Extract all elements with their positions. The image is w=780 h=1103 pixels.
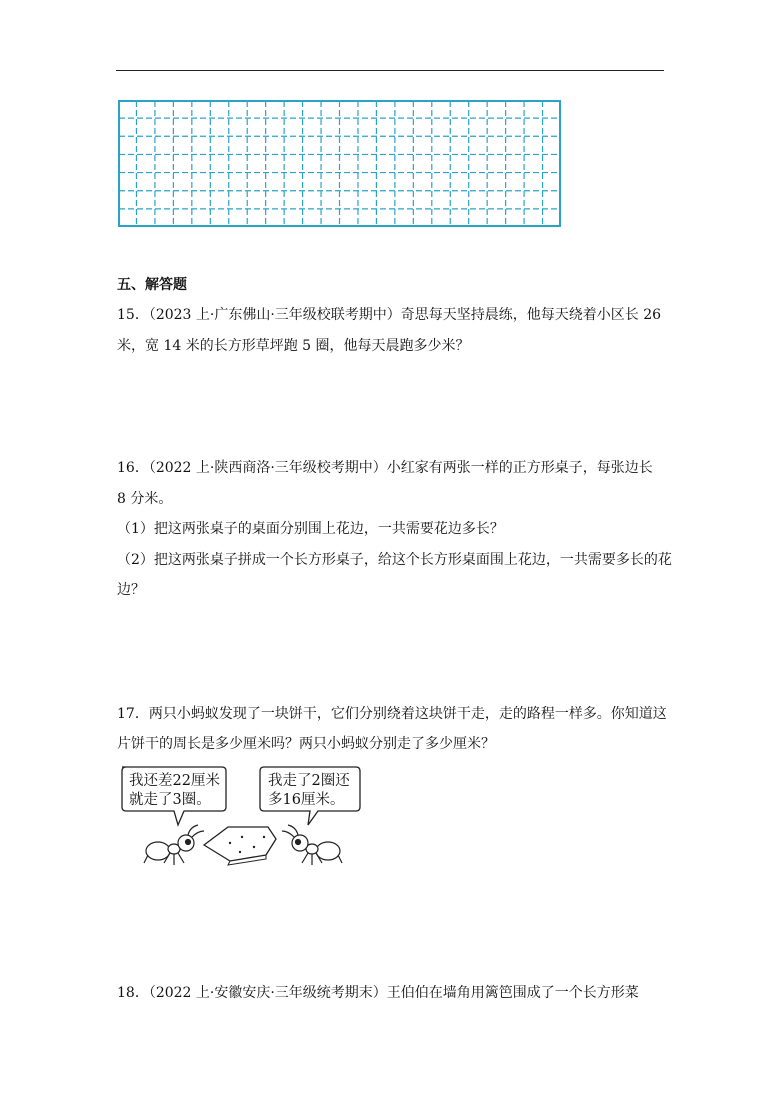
right-ant-icon — [282, 825, 342, 865]
q15-line1: 15．（2023 上·广东佛山·三年级校联考期中）奇思每天坚持晨练，他每天绕着小区长 26 — [117, 307, 662, 323]
q16-sub1: （1）把这两张桌子的桌面分别围上花边，一共需要花边多长？ — [117, 521, 504, 537]
q15-line2: 米，宽 14 米的长方形草坪跑 5 圈，他每天晨跑多少米？ — [117, 338, 470, 354]
q17-line2: 片饼干的周长是多少厘米吗？两只小蚂蚁分别走了多少厘米？ — [117, 736, 495, 752]
q18-line1: 18．（2022 上·安徽安庆·三年级统考期末）王伯伯在墙角用篱笆围成了一个长方形菜 — [117, 985, 639, 1001]
q16-line2: 8 分米。 — [117, 491, 173, 507]
right-speech-bubble — [260, 767, 360, 825]
top-rule — [116, 70, 664, 71]
left-bubble-line2: 就走了3圈。 — [129, 792, 211, 808]
q17-line1: 17．两只小蚂蚁发现了一块饼干，它们分别绕着这块饼干走，走的路程一样多。你知道这 — [117, 706, 667, 722]
dashed-grid — [118, 100, 561, 227]
cookie-icon — [204, 827, 276, 865]
left-bubble-line1: 我还差22厘米 — [129, 773, 220, 789]
ants-and-cookie-figure — [118, 763, 368, 873]
q16-line1: 16．（2022 上·陕西商洛·三年级校考期中）小红家有两张一样的正方形桌子，每张边长 — [117, 460, 653, 476]
q16-sub2: （2）把这两张桌子拼成一个长方形桌子，给这个长方形桌面围上花边，一共需要多长的花 — [117, 552, 672, 568]
section-title: 五、解答题 — [117, 277, 187, 293]
left-speech-bubble — [122, 767, 226, 825]
right-bubble-line1: 我走了2圈还 — [268, 773, 350, 789]
right-bubble-line2: 多16厘米。 — [268, 792, 345, 808]
q16-sub2-cont: 边？ — [117, 582, 145, 598]
left-ant-icon — [144, 825, 204, 865]
